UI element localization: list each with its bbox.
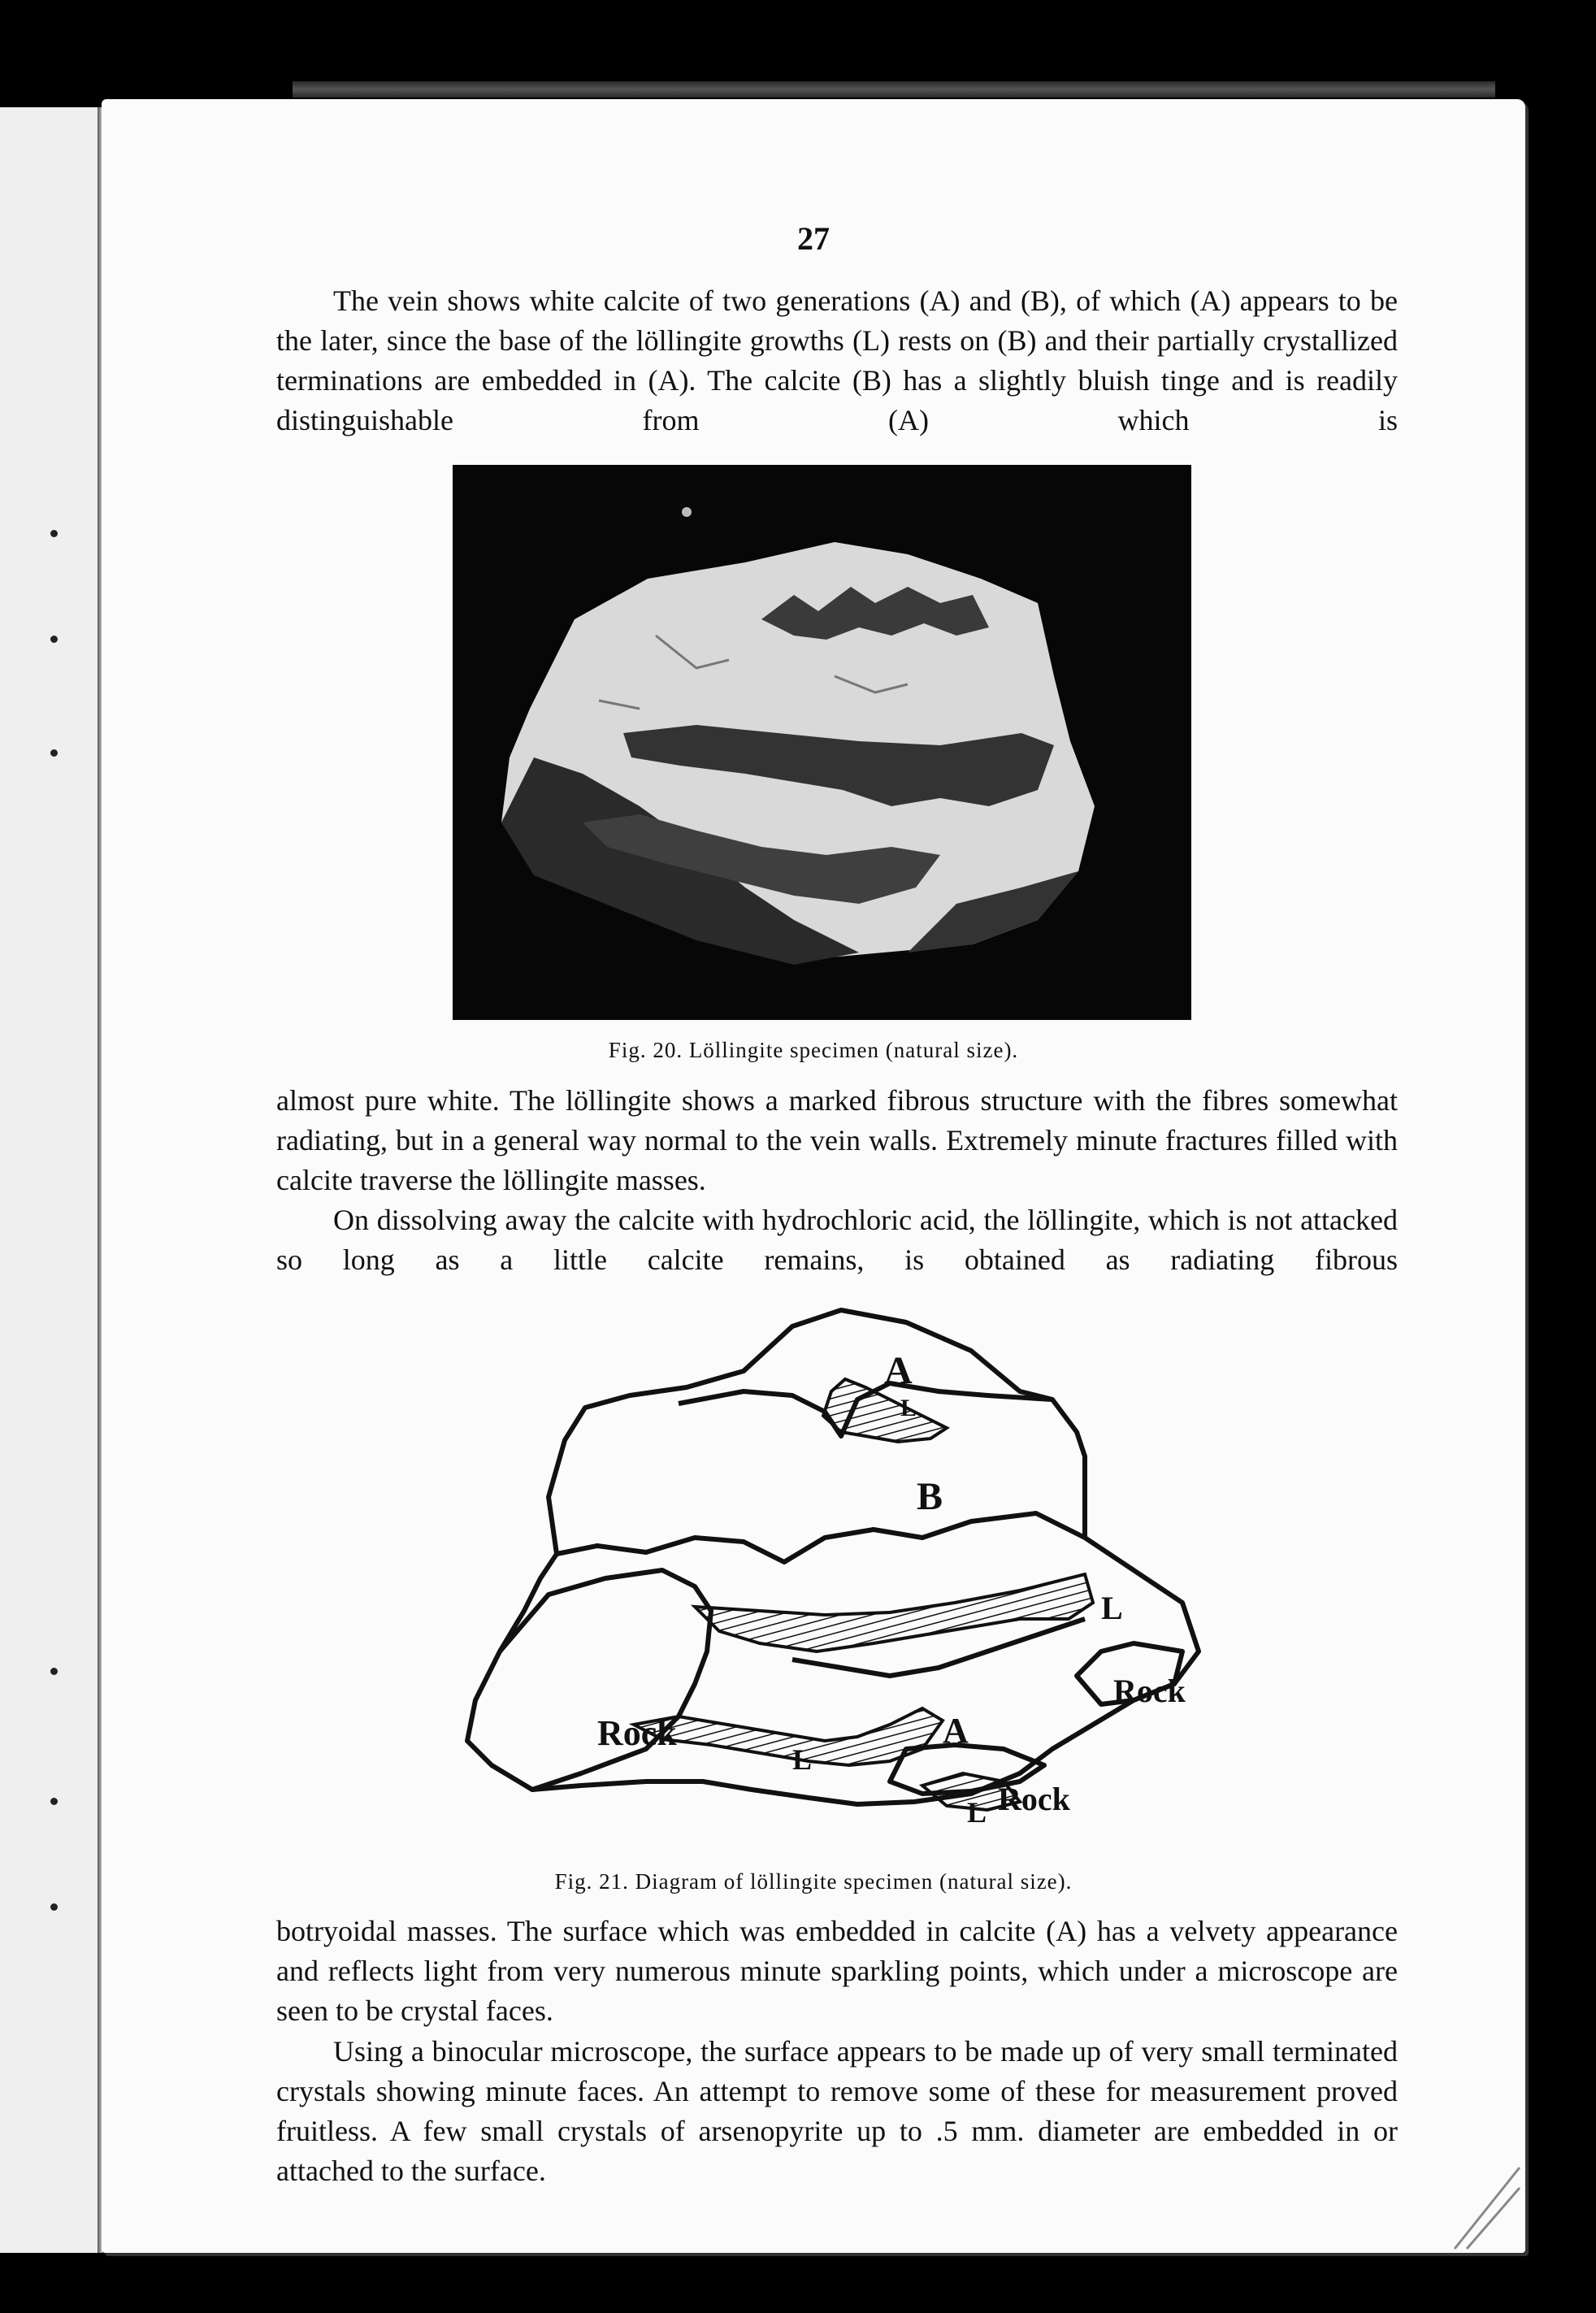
figure-20-photograph	[453, 465, 1191, 1020]
page-number: 27	[797, 220, 830, 257]
label-a-top: A	[884, 1349, 913, 1392]
scan-top-strip	[293, 81, 1495, 98]
binding-hole	[50, 530, 58, 537]
label-l-bottom: L	[967, 1796, 987, 1829]
label-b: B	[917, 1475, 943, 1518]
paragraph-binocular: Using a binocular microscope, the surface appears to be made up of very small terminated crystals showing minute faces. An attempt to remove some of these for measurement proved fruitless. A few small crystals of arsenopyrite up to .5 mm. diameter are embedded in or attached to the surface.	[276, 2035, 1398, 2187]
label-a-lower: A	[943, 1711, 969, 1751]
label-l-middle: L	[1101, 1590, 1123, 1626]
label-l-lower: L	[792, 1743, 813, 1776]
page-corner-curl	[1451, 2163, 1524, 2253]
binding-hole	[50, 1903, 58, 1911]
book-page	[102, 99, 1525, 2253]
lollingite-diagram	[435, 1294, 1247, 1863]
binding-hole	[50, 1798, 58, 1805]
paragraph-vein-description: The vein shows white calcite of two generations (A) and (B), of which (A) appears to be the later, since the base of the löllingite growths (L) rests on (B) and their partially crystallized terminations are embedded in (A). The calcite (B) has a slightly bluish tinge and is readily distinguishable from (A) which is	[276, 284, 1398, 436]
paragraph-dissolving: On dissolving away the calcite with hydrochloric acid, the löllingite, which is not attacked so long as a little calcite remains, is obtained as radiating fibrous	[276, 1204, 1398, 1276]
lollingite-specimen-photo	[453, 465, 1191, 1020]
binding-hole	[50, 749, 58, 757]
label-rock-left: Rock	[597, 1713, 677, 1753]
figure-21-caption: Fig. 21. Diagram of löllingite specimen (natural size).	[554, 1869, 1073, 1894]
facing-page-edge	[0, 107, 100, 2253]
label-rock-right: Rock	[1113, 1673, 1186, 1709]
label-l-top: L	[900, 1395, 917, 1421]
figure-21-diagram	[435, 1294, 1247, 1863]
binding-hole	[50, 1668, 58, 1675]
figure-20-caption: Fig. 20. Löllingite specimen (natural size).	[608, 1038, 1019, 1062]
paragraph-botryoidal: botryoidal masses. The surface which was embedded in calcite (A) has a velvety appearance and reflects light from very numerous minute sparkling points, which under a microscope are seen to be crystal faces.	[276, 1915, 1398, 2027]
label-rock-bottom: Rock	[998, 1781, 1070, 1817]
binding-hole	[50, 636, 58, 643]
paragraph-fibrous-structure: almost pure white. The löllingite shows a marked fibrous structure with the fibres somewhat radiating, but in a general way normal to the vein walls. Extremely minute fractures filled with calcite traverse the löllingite masses.	[276, 1084, 1398, 1196]
